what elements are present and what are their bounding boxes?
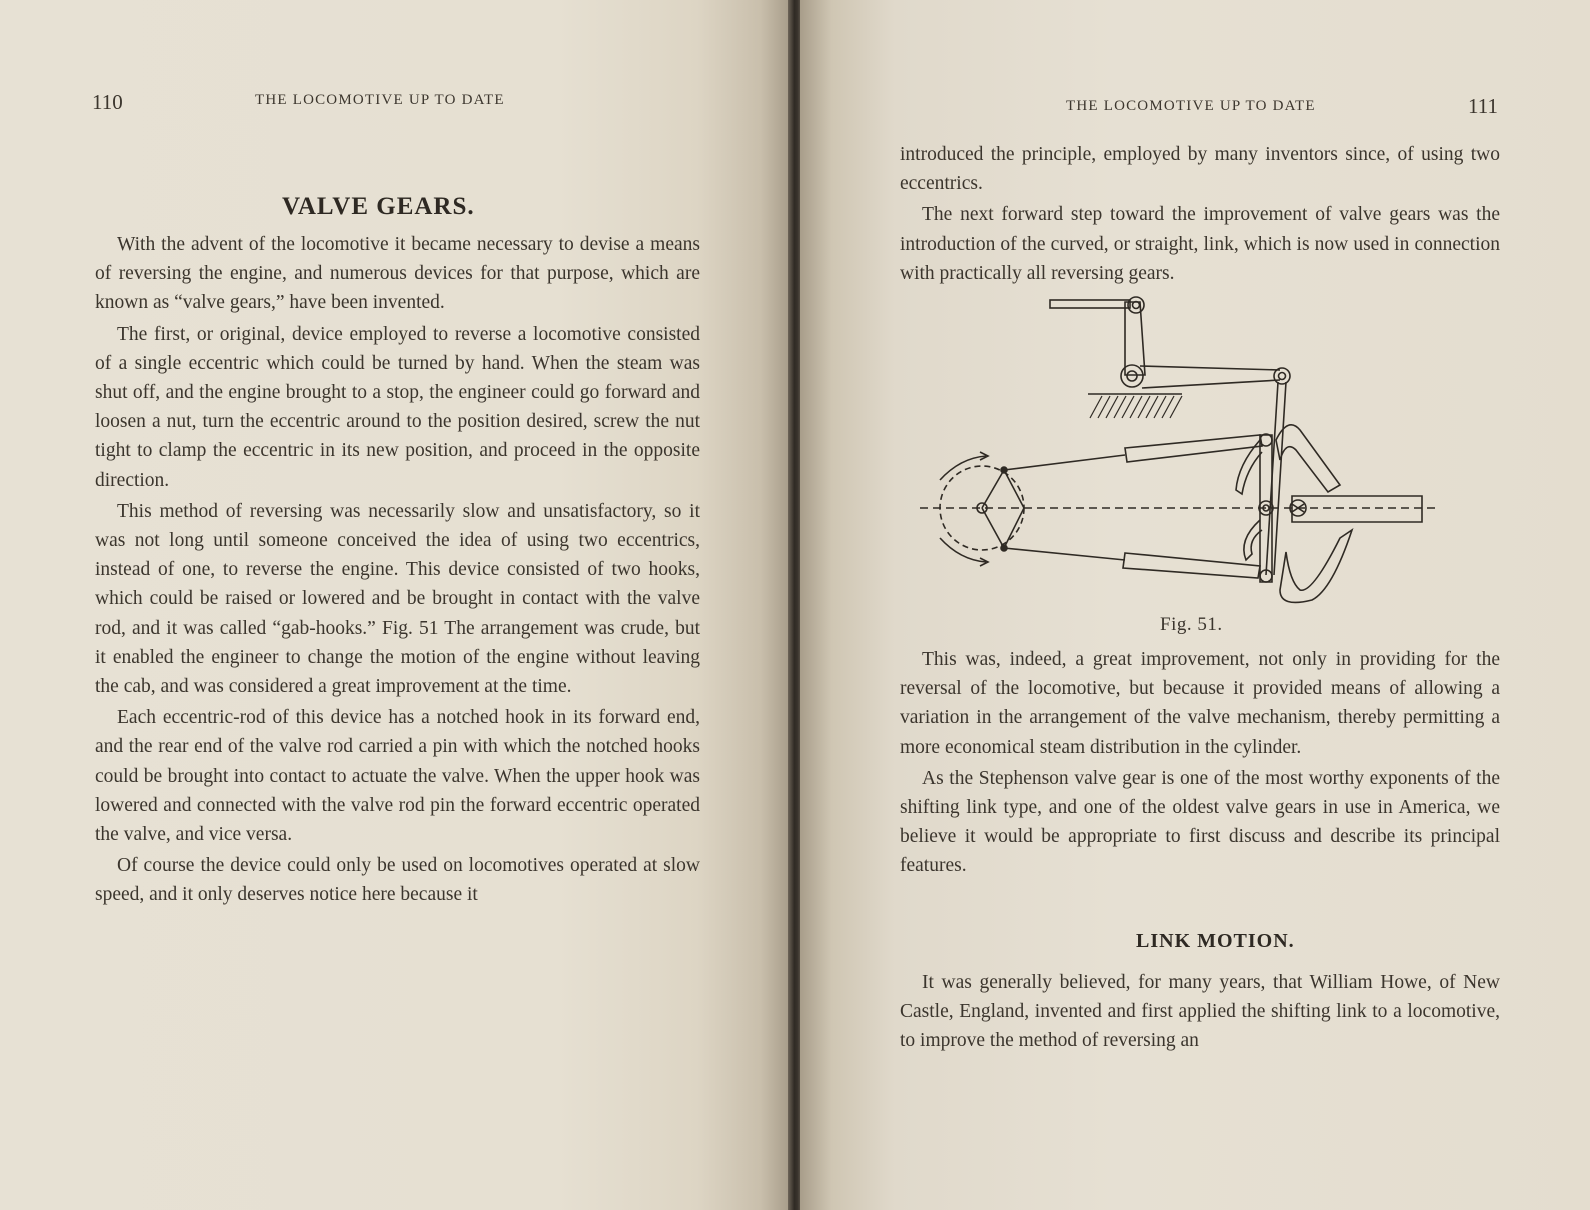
left-page-number: 110 <box>92 90 123 114</box>
right-body-text-top <box>900 140 1500 290</box>
figure-caption: Fig. 51. <box>1160 614 1223 635</box>
left-paragraph-5: Of course the device could only be used on locomotives operated at slow speed, and it only deserves notice here because it <box>95 855 700 906</box>
left-running-head: THE LOCOMOTIVE UP TO DATE <box>255 92 505 108</box>
left-page <box>0 0 792 1210</box>
right-body-text-bottom <box>900 968 1500 1058</box>
section-title-link-motion: LINK MOTION. <box>1136 930 1295 952</box>
left-body-text <box>95 230 700 912</box>
reach-rod <box>1140 366 1280 388</box>
eccentric-cranks <box>982 470 1024 548</box>
right-page <box>800 0 1590 1210</box>
left-paragraph-4: Each eccentric-rod of this device has a notched hook in its forward end, and the rear end of the valve rod carried a pin with which the notched hooks could be brought into contact to actuate the valve. When the upper hook was lowered and connected with the valve rod pin the forward eccentric operated the valve, and vice versa. <box>95 707 700 846</box>
right-page-number: 111 <box>1468 94 1498 118</box>
forward-eccentric-rod <box>1004 435 1262 470</box>
gab-hook-valve-gear-figure <box>920 290 1460 620</box>
right-paragraph-1: introduced the principle, employed by many inventors since, of using two eccentrics. <box>900 144 1500 195</box>
rotation-arrow-upper <box>940 456 986 480</box>
right-paragraph-5: It was generally believed, for many years, that William Howe, of New Castle, England, invented and first applied the shifting link to a locomotive, to improve the method of reversing an <box>900 972 1500 1052</box>
left-paragraph-1: With the advent of the locomotive it became necessary to devise a means of reversing the engine, and numerous devices for that purpose, which are known as “valve gears,” have been invented. <box>95 234 700 314</box>
left-paragraph-2: The first, or original, device employed to reverse a locomotive consisted of a single eccentric which could be turned by hand. When the steam was shut off, and the engine brought to a stop, the engineer could go forward and loosen a nut, turn the eccentric around to the position desired, screw the nut tight to clamp the eccentric in its new position, and proceed in the opposite direction. <box>95 323 700 491</box>
section-title-valve-gears: VALVE GEARS. <box>282 193 475 220</box>
right-running-head: THE LOCOMOTIVE UP TO DATE <box>1066 98 1316 114</box>
right-paragraph-3: This was, indeed, a great improvement, not only in providing for the reversal of the locomotive, but because it provided means of allowing a variation in the arrangement of the valve mechanism, thereby permitting a more economical steam distribution in the cylinder. <box>900 649 1500 758</box>
upper-gab-hook <box>1276 425 1340 492</box>
right-paragraph-4: As the Stephenson valve gear is one of the most worthy exponents of the shifting link type, and one of the oldest valve gears in use in America, we believe it would be appropriate to first discuss and describe its principal features. <box>900 767 1500 877</box>
lower-gab-hook <box>1280 530 1352 602</box>
valve-rod <box>1292 496 1422 522</box>
left-paragraph-3: This method of reversing was necessarily slow and unsatisfactory, so it was not long until someone conceived the idea of using two eccentrics, instead of one, to reverse the engine. This device consisted of two hooks, which could be raised or lowered and be brought in contact with the valve rod, and it was called “gab-hooks.” Fig. 51 The arrangement was crude, but it enabled the engineer to change the motion of the engine without leaving the cab, and was considered a great improvement at the time. <box>95 500 700 698</box>
right-body-text-middle <box>900 645 1500 883</box>
link-hanger <box>1266 382 1286 575</box>
lever-fulcrum <box>1121 365 1143 387</box>
rotation-arrow-lower <box>940 538 986 562</box>
upper-arm <box>1050 300 1130 308</box>
backward-eccentric-rod <box>1004 548 1260 578</box>
right-paragraph-2: The next forward step toward the improvement of valve gears was the introduction of the curved, or straight, link, which is now used in connection with practically all reversing gears. <box>900 204 1500 284</box>
